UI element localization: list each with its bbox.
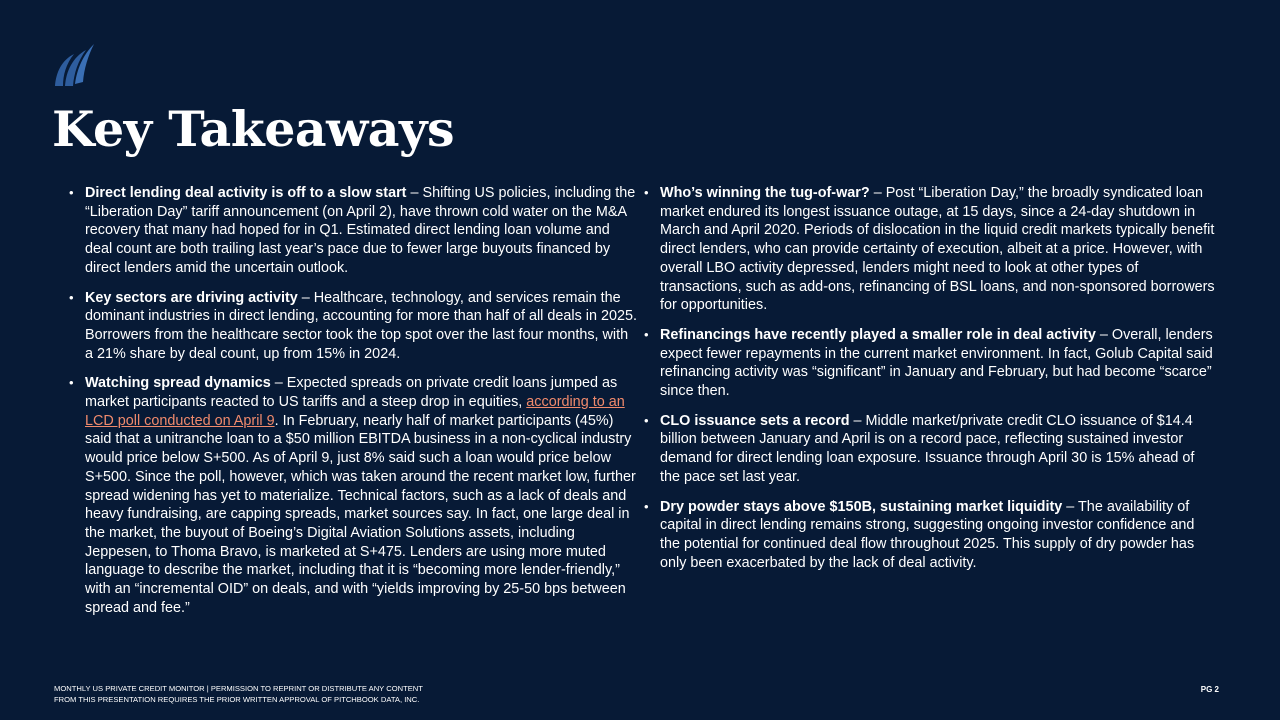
takeaway-heading: Dry powder stays above $150B, sustaining market liquidity — [660, 498, 1063, 515]
takeaway-heading: Key sectors are driving activity — [85, 289, 298, 306]
takeaways-left-column — [68, 184, 640, 628]
takeaway-text: . In February, nearly half of market participants (45%) said that a unitranche loan to a $50 million EBITDA business in a non-cyclical industry would price below S+500. As of April 9, just 8% said such a loan would price below S+500. Since the poll, however, which was taken around the recent market low, further spread widening has yet to materialize. Technical factors, such as a lack of deals and heavy fundraising, are capping spreads, market sources say. In fact, one large deal in the market, the buyout of Boeing’s Digital Aviation Solutions assets, including Jeppesen, to Thoma Bravo, is marketed at S+475. Lenders are using more muted language to describe the market, including that it is “becoming more lender-friendly,” with an “incremental OID” on deals, and with “yields improving by 25-50 bps between spread and fee.” — [85, 412, 636, 616]
footer-disclaimer-line: FROM THIS PRESENTATION REQUIRES THE PRIOR WRITTEN APPROVAL OF PITCHBOOK DATA, INC. — [54, 694, 420, 704]
takeaway-item — [643, 498, 1218, 573]
takeaway-heading: Direct lending deal activity is off to a slow start — [85, 185, 407, 201]
takeaway-heading: Watching spread dynamics — [85, 375, 271, 392]
footer-disclaimer-line: MONTHLY US PRIVATE CREDIT MONITOR | PERMISSION TO REPRINT OR DISTRIBUTE ANY CONTENT — [54, 684, 423, 693]
takeaway-item — [68, 184, 640, 278]
takeaway-heading: Refinancings have recently played a smaller role in deal activity — [660, 326, 1096, 343]
takeaway-text: – Healthcare, technology, and services remain the dominant industries in direct lending, accounting for more than half of all deals in 2025. Borrowers from the healthcare sector took the top spot over the last four months, with a 21% share by deal count, up from 15% in 2024. — [85, 289, 637, 362]
takeaway-text: – Middle market/private credit CLO issuance of $14.4 billion between January and April is on a record pace, reflecting sustained investor demand for direct lending loan exposure. Issuance through April 30 is 15% ahead of the pace set last year. — [660, 412, 1195, 485]
lcd-poll-link[interactable]: according to an LCD poll conducted on April 9 — [85, 394, 625, 429]
takeaway-item — [643, 326, 1218, 401]
takeaway-heading: Who’s winning the tug-of-war? — [660, 185, 870, 201]
pitchbook-sail-logo-icon — [52, 42, 96, 86]
takeaway-item — [643, 184, 1218, 315]
footer-disclaimer — [54, 684, 574, 706]
takeaways-right-column — [643, 184, 1218, 583]
takeaway-text: – Post “Liberation Day,” the broadly syndicated loan market endured its longest issuance outage, at 15 days, since a 24-day shutdown in March and April 2020. Periods of dislocation in the liquid credit markets typically benefit direct lenders, who can provide certainty of execution, albeit at a price. However, with overall LBO activity depressed, lenders might need to look at other types of transactions, such as add-ons, refinancing of BSL loans, and non-sponsored borrowers for opportunities. — [660, 185, 1215, 314]
takeaway-text: – Expected spreads on private credit loans jumped as market participants reacted to US tariffs and a steep drop in equities, — [85, 375, 618, 411]
page-number: PG 2 — [1200, 685, 1219, 694]
takeaway-item — [68, 374, 640, 617]
takeaway-item — [68, 289, 640, 364]
takeaway-text: – The availability of capital in direct lending remains strong, suggesting ongoing investor confidence and the potential for continued deal flow throughout 2025. This supply of dry powder has only been exacerbated by the lack of deal activity. — [660, 498, 1195, 571]
takeaway-text: – Shifting US policies, including the “Liberation Day” tariff announcement (on April 2), have thrown cold water on the M&A recovery that many had hoped for in Q1. Estimated direct lending loan volume and deal count are both trailing last year’s pace due to fewer large buyouts financed by direct lenders amid the uncertain outlook. — [85, 185, 636, 276]
takeaway-item — [643, 412, 1218, 487]
page-title: Key Takeaways — [52, 100, 455, 158]
takeaway-text: – Overall, lenders expect fewer repayments in the current market environment. In fact, Golub Capital said refinancing activity was “significant” in January and February, but had become “scarce” since then. — [660, 326, 1213, 400]
takeaway-heading: CLO issuance sets a record — [660, 412, 850, 429]
